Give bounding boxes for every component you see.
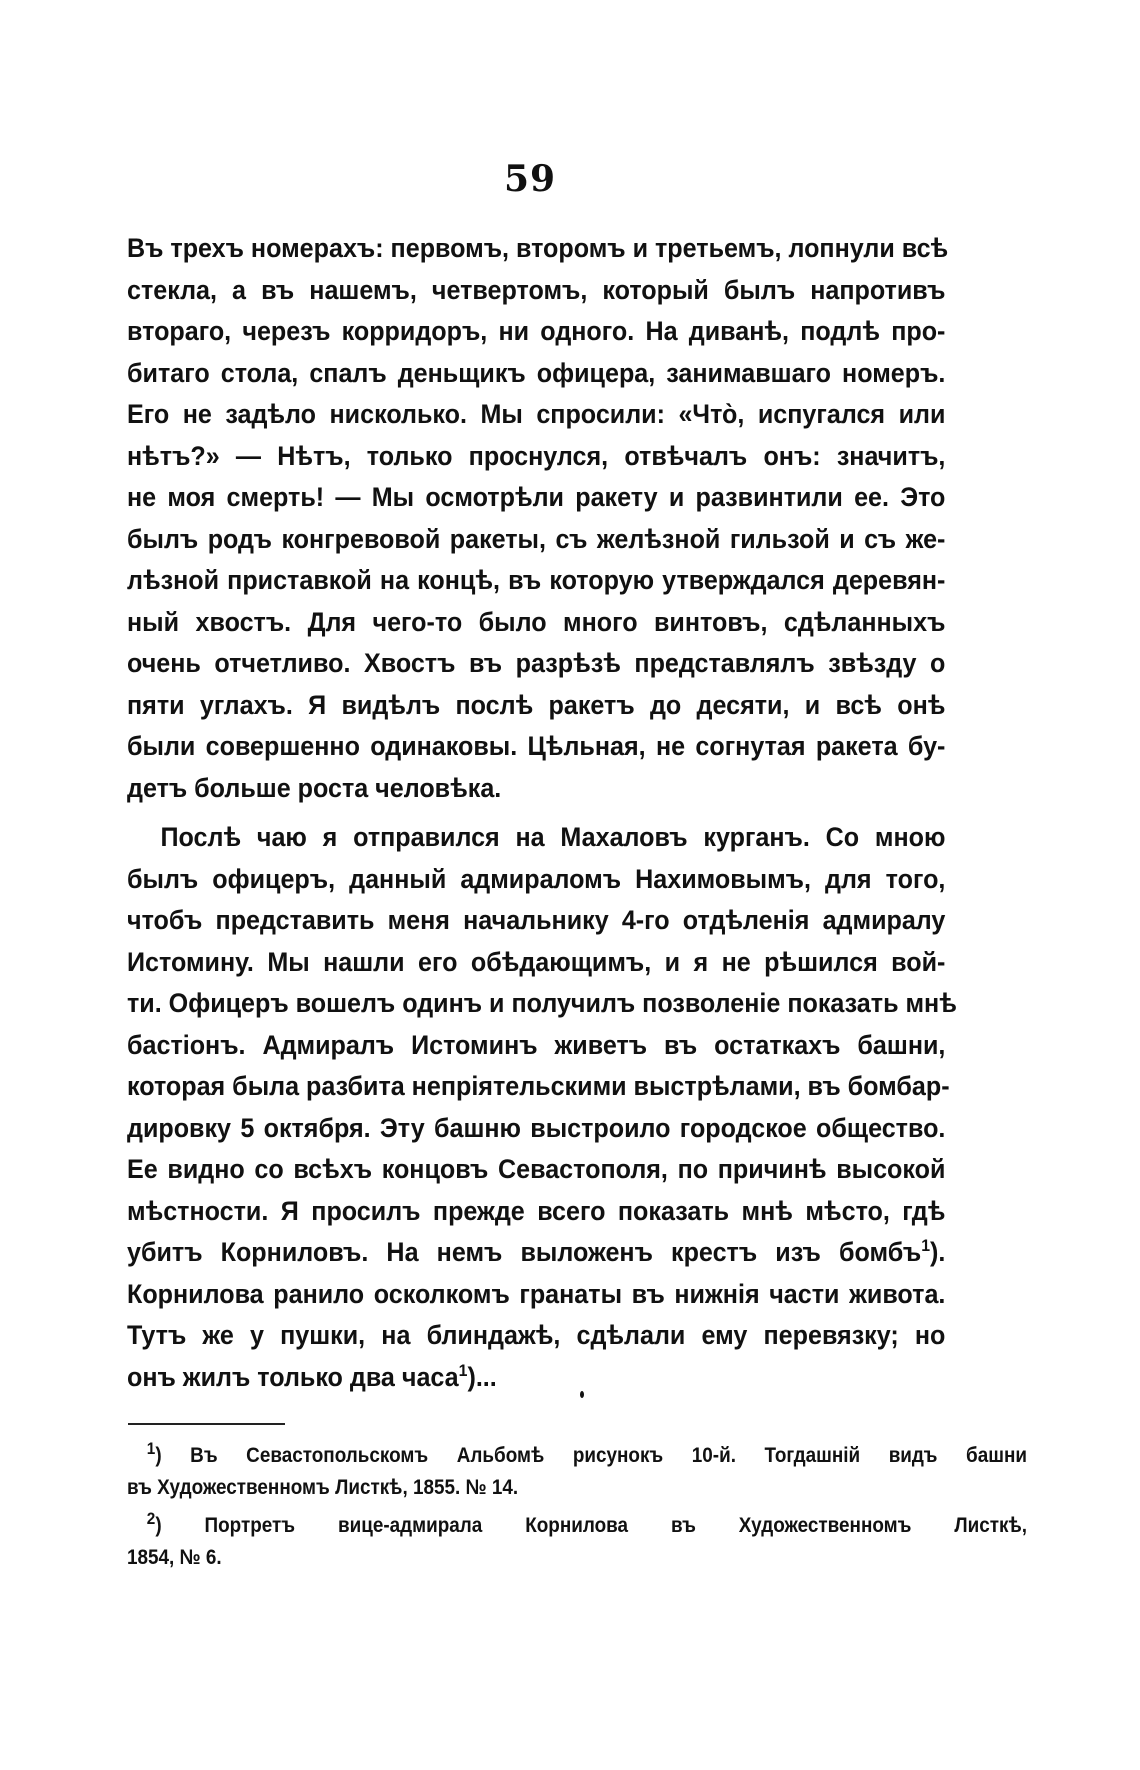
- text-line: битаго стола, спалъ деньщикъ офицера, занимавшаго номеръ.: [127, 357, 946, 388]
- text-line: стекла, а въ нашемъ, четвертомъ, который былъ напротивъ: [127, 274, 946, 305]
- text-line: дировку 5 октября. Эту башню выстроило городское общество.: [127, 1112, 946, 1143]
- footnote-marker: 2: [146, 1509, 156, 1528]
- text-line-with-footnote-ref: [127, 1357, 945, 1399]
- footnote-text: ) Портретъ вице-адмирала Корнилова въ Художественномъ Листкѣ,: [155, 1514, 1027, 1537]
- text-line-with-footnote-ref: [127, 1232, 945, 1274]
- page-number: 59: [503, 158, 557, 200]
- text-line: были совершенно одинаковы. Цѣльная, не согнутая ракета бу-: [127, 731, 946, 761]
- text-line: Ее видно со всѣхъ концовъ Севастополя, по причинѣ высокой: [127, 1154, 946, 1184]
- footnote-divider: [128, 1423, 285, 1425]
- text-line: детъ больше роста человѣка.: [127, 772, 502, 803]
- footnote-marker: 1: [146, 1439, 156, 1458]
- text-line: втораго, черезъ корридоръ, ни одного. На диванѣ, подлѣ про-: [127, 316, 946, 346]
- footnote-1-continued: въ Художественномъ Листкѣ, 1855. № 14.: [127, 1476, 519, 1499]
- footnote-ref: 1: [458, 1360, 468, 1380]
- text-segment: убитъ Корниловъ. На немъ выложенъ крестъ изъ бомбъ: [127, 1237, 922, 1267]
- text-line: бастіонъ. Адмиралъ Истоминъ живетъ въ остаткахъ башни,: [127, 1029, 946, 1060]
- paragraph-gap: [127, 809, 888, 817]
- text-line: Истомину. Мы нашли его обѣдающимъ, и я не рѣшился вой-: [127, 946, 946, 977]
- text-line: очень отчетливо. Хвостъ въ разрѣзѣ представлялъ звѣзду о: [127, 648, 946, 678]
- text-line: Тутъ же у пушки, на блиндажѣ, сдѣлали ему перевязку; но: [127, 1320, 946, 1350]
- footnote-2: [127, 1510, 1027, 1542]
- footnote-1: [127, 1440, 1027, 1472]
- text-line: былъ родъ конгревовой ракеты, съ желѣзной гильзой и съ же-: [127, 523, 946, 554]
- text-line: пяти углахъ. Я видѣлъ послѣ ракетъ до десяти, и всѣ онѣ: [127, 689, 946, 720]
- footnote-2-continued: 1854, № 6.: [127, 1546, 222, 1569]
- main-text: [127, 228, 957, 1398]
- text-line: лѣзной приставкой на концѣ, въ которую утверждался деревян-: [127, 565, 946, 595]
- text-line: былъ офицеръ, данный адмираломъ Нахимовымъ, для того,: [127, 863, 946, 894]
- text-line: мѣстности. Я просилъ прежде всего показать мнѣ мѣсто, гдѣ: [127, 1195, 946, 1226]
- text-line: чтобъ представить меня начальнику 4-го отдѣленія адмиралу: [127, 905, 946, 935]
- ink-speck: [580, 1391, 584, 1398]
- text-line: ти. Офицеръ вошелъ одинъ и получилъ позволеніе показать мнѣ: [127, 988, 957, 1018]
- text-line: Въ трехъ номерахъ: первомъ, второмъ и третьемъ, лопнули всѣ: [127, 233, 949, 263]
- text-line: ный хвостъ. Для чего-то было много винтовъ, сдѣланныхъ: [127, 606, 946, 637]
- footnote-text: ) Въ Севастопольскомъ Альбомѣ рисунокъ 10-й. Тогдашній видъ башни: [155, 1444, 1027, 1467]
- text-line: нѣтъ?» — Нѣтъ, только проснулся, отвѣчалъ онъ: значитъ,: [127, 440, 946, 471]
- text-segment: )...: [467, 1361, 497, 1392]
- text-line: не моя смерть! — Мы осмотрѣли ракету и развинтили ее. Это: [127, 482, 946, 512]
- text-line: Корнилова ранило осколкомъ гранаты въ нижнія части живота.: [127, 1278, 946, 1309]
- footnote-ref: 1: [921, 1236, 931, 1255]
- text-segment: ).: [930, 1237, 946, 1267]
- text-line: которая была разбита непріятельскими выстрѣлами, въ бомбар-: [127, 1071, 950, 1101]
- footnotes: [127, 1439, 1027, 1574]
- text-line: Его не задѣло нисколько. Мы спросили: «Что̀, испугался или: [127, 399, 946, 429]
- text-line: Послѣ чаю я отправился на Махаловъ курганъ. Со мною: [160, 822, 946, 852]
- text-segment: онъ жилъ только два часа: [127, 1361, 459, 1392]
